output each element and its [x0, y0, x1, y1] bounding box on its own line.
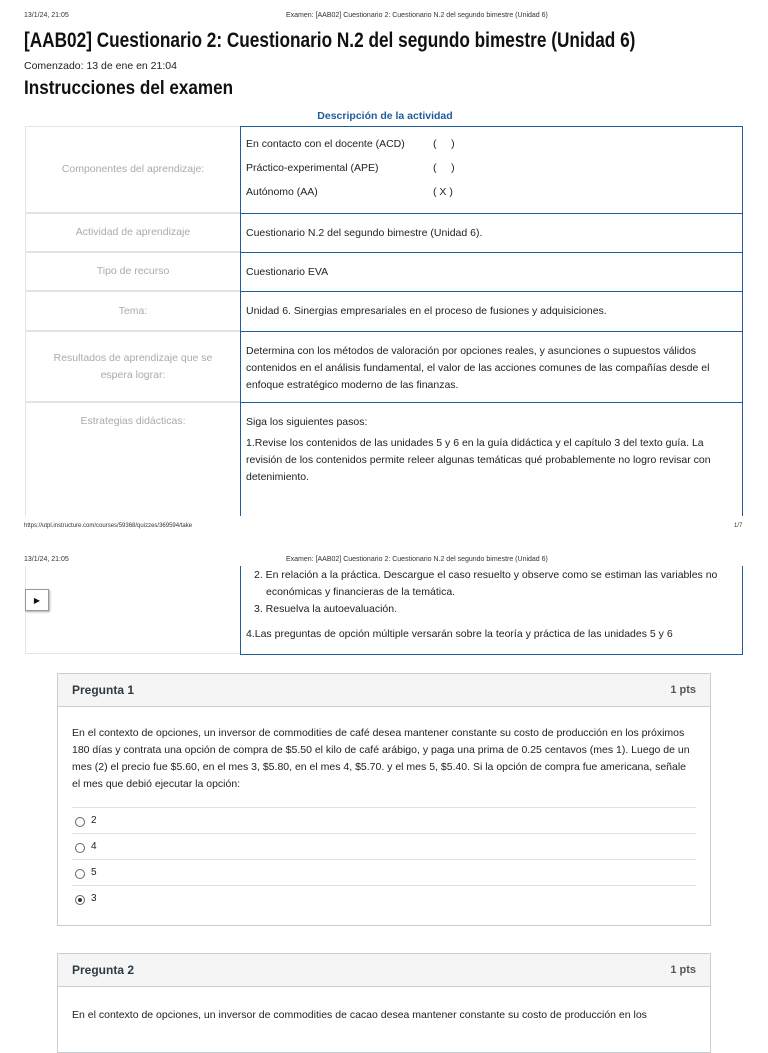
started-time: Comenzado: 13 de ene en 21:04 — [24, 60, 177, 72]
question-header — [58, 674, 710, 707]
row-value — [240, 331, 743, 403]
strategy-step: 1.Revise los contenidos de las unidades 5 y 6 en la guía didáctica y el capítulo 3 del texto guía. La revisión de los contenidos permite releer algunas temáticas qué probablemente no logro revisar con detenimiento. — [246, 437, 711, 483]
strategies-cell — [240, 402, 743, 516]
row-value — [240, 291, 743, 332]
row-label — [25, 213, 240, 252]
label-text: Tema: — [118, 304, 148, 317]
print-header-title: Examen: [AAB02] Cuestionario 2: Cuestionario N.2 del segundo bimestre (Unidad 6) — [286, 556, 548, 563]
radio-button[interactable] — [75, 843, 85, 853]
component-row — [246, 136, 737, 160]
play-button[interactable] — [25, 589, 49, 611]
strategy-step: 2. En relación a la práctica. Descargue el caso resuelto y observe como se estiman las variables no económicas y financieras de la temática. — [254, 569, 718, 598]
page-title: [AAB02] Cuestionario 2: Cuestionario N.2 del segundo bimestre (Unidad 6) — [24, 29, 636, 52]
component-row — [246, 184, 737, 208]
play-icon: ▶ — [33, 595, 41, 605]
answer-option[interactable] — [72, 833, 696, 859]
row-value — [240, 213, 743, 253]
value-text: Cuestionario N.2 del segundo bimestre (Unidad 6). — [246, 226, 483, 239]
strategy-step: 4.Las preguntas de opción múltiple versarán sobre la teoría y práctica de las unidades 5 y 6 — [246, 628, 673, 640]
answer-option[interactable] — [72, 807, 696, 833]
question-header — [58, 954, 710, 987]
label-text: Tipo de recurso — [96, 265, 170, 277]
value-text: Cuestionario EVA — [246, 265, 329, 278]
question-text: En el contexto de opciones, un inversor de commodities de café desea mantener constante su costo de producción en los próximos 180 días y contrata una opción de compra de $5.50 el kilo de café arábigo, y paga una prima de 0.25 centavos (mes 1). Luego de un mes (2) el precio fue $5.60, en el mes 3, $5.80, en el mes 4, $5.70. y el mes 5, $5.40. Si la opción de compra fue americana, señale el mes que debió ejecutar la opción: — [72, 727, 690, 790]
component-name: En contacto con el docente (ACD) — [246, 138, 405, 150]
table-caption: Descripción de la actividad — [317, 110, 453, 122]
radio-button[interactable] — [75, 869, 85, 879]
label-text: Estrategias didácticas: — [80, 415, 186, 427]
row-label — [25, 291, 240, 331]
row-value — [240, 252, 743, 292]
strategies-label — [25, 402, 240, 516]
component-row — [246, 160, 737, 184]
print-timestamp: 13/1/24, 21:05 — [24, 12, 69, 19]
components-cell — [240, 126, 743, 214]
option-label: 3 — [91, 893, 97, 904]
strategies-intro: Siga los siguientes pasos: — [246, 416, 368, 428]
question-points: 1 pts — [670, 684, 696, 696]
component-name: Autónomo (AA) — [246, 186, 318, 198]
page-number: 1/7 — [734, 523, 743, 529]
question-text: En el contexto de opciones, un inversor de commodities de cacao desea mantener constante su costo de producción en los — [72, 1009, 647, 1021]
print-header-title: Examen: [AAB02] Cuestionario 2: Cuestionario N.2 del segundo bimestre (Unidad 6) — [286, 12, 548, 19]
option-label: 5 — [91, 867, 97, 878]
question-2 — [57, 953, 711, 1053]
question-title: Pregunta 1 — [72, 683, 135, 697]
row-label — [25, 252, 240, 291]
strategy-step: 3. Resuelva la autoevaluación. — [254, 603, 398, 615]
question-title: Pregunta 2 — [72, 963, 135, 977]
radio-button[interactable] — [75, 817, 85, 827]
question-1 — [57, 673, 711, 926]
label-text: Actividad de aprendizaje — [75, 226, 191, 238]
question-points: 1 pts — [670, 964, 696, 976]
component-name: Práctico-experimental (APE) — [246, 162, 379, 174]
answer-option[interactable] — [72, 885, 696, 911]
print-timestamp: 13/1/24, 21:05 — [24, 556, 69, 563]
radio-button-selected[interactable] — [75, 895, 85, 905]
answer-option[interactable] — [72, 859, 696, 885]
strategies-label-cont — [25, 566, 240, 654]
row-label — [25, 331, 240, 402]
component-mark: ( ) — [433, 138, 455, 150]
components-label — [25, 126, 240, 213]
option-label: 2 — [91, 815, 97, 826]
value-text: Unidad 6. Sinergias empresariales en el proceso de fusiones y adquisiciones. — [246, 305, 607, 317]
component-mark: ( X ) — [433, 186, 453, 198]
value-text: Determina con los métodos de valoración por opciones reales, y asunciones o supuestos válidos contenidos en el análisis fundamental, el valor de las acciones comunes de las compañías desde el enfoque estratégico moderno de las finanzas. — [246, 345, 710, 391]
strategies-cell-cont — [240, 566, 743, 655]
label-text: Componentes del aprendizaje: — [61, 163, 205, 175]
option-label: 4 — [91, 841, 97, 852]
print-url: https://utpl.instructure.com/courses/59368/quizzes/369594/take — [24, 523, 193, 529]
instructions-heading: Instrucciones del examen — [24, 78, 234, 99]
label-text: Resultados de aprendizaje que se espera lograr: — [53, 352, 213, 381]
component-mark: ( ) — [433, 162, 455, 174]
